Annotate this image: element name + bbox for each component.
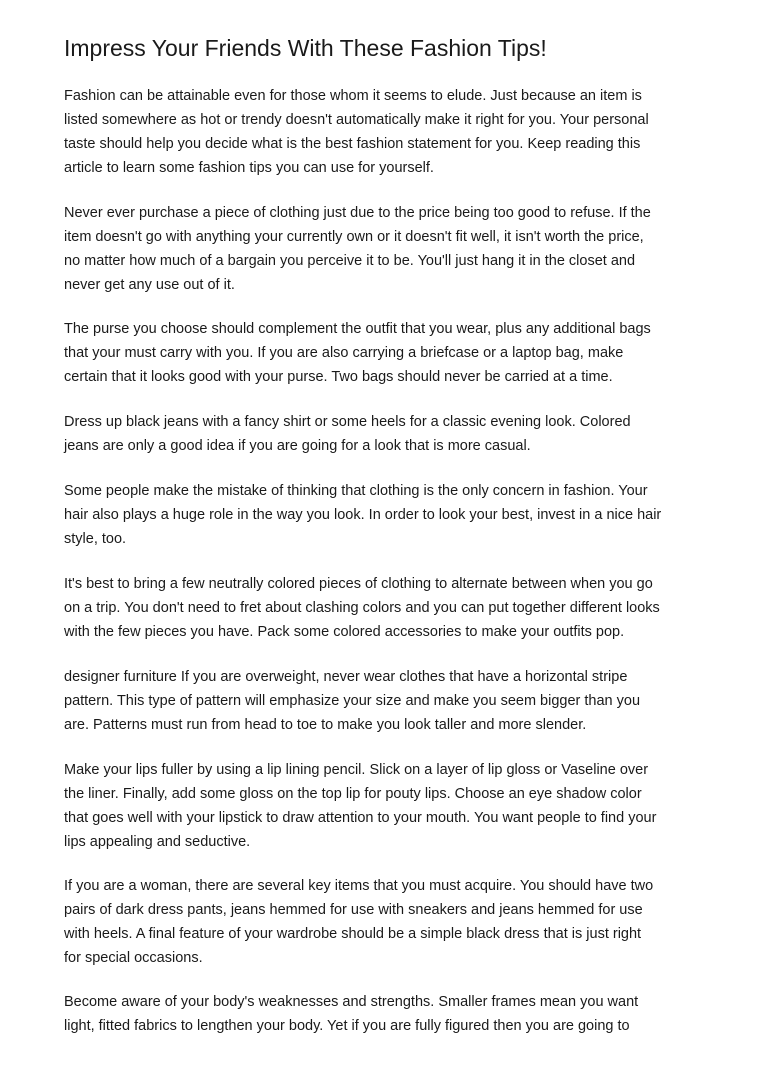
paragraph — [64, 84, 714, 180]
text-line: pattern. This type of pattern will emphasize your size and make you seem bigger than you — [64, 693, 641, 709]
text-line: Never ever purchase a piece of clothing just due to the price being too good to refuse. If the — [64, 205, 651, 221]
paragraph — [64, 874, 714, 970]
text-line: article to learn some fashion tips you can use for yourself. — [64, 160, 434, 176]
paragraph — [64, 572, 714, 644]
text-line: with the few pieces you have. Pack some colored accessories to make your outfits pop. — [64, 624, 625, 640]
paragraph — [64, 990, 714, 1038]
text-line: Dress up black jeans with a fancy shirt or some heels for a classic evening look. Colored — [64, 414, 631, 430]
text-line: are. Patterns must run from head to toe to make you look taller and more slender. — [64, 717, 587, 733]
text-line: hair also plays a huge role in the way you look. In order to look your best, invest in a nice hair — [64, 507, 662, 523]
page-title: Impress Your Friends With These Fashion Tips! — [64, 35, 547, 61]
text-line: for special occasions. — [64, 950, 203, 966]
text-line: listed somewhere as hot or trendy doesn't automatically make it right for you. Your personal — [64, 112, 649, 128]
text-line: pairs of dark dress pants, jeans hemmed for use with sneakers and jeans hemmed for use — [64, 902, 643, 918]
text-line: It's best to bring a few neutrally colored pieces of clothing to alternate between when you go — [64, 576, 653, 592]
paragraph — [64, 665, 714, 737]
paragraph — [64, 479, 714, 551]
text-line: lips appealing and seductive. — [64, 834, 251, 850]
text-line: The purse you choose should complement the outfit that you wear, plus any additional bags — [64, 321, 651, 337]
text-line: designer furniture If you are overweight, never wear clothes that have a horizontal stripe — [64, 669, 628, 685]
text-line: that your must carry with you. If you are also carrying a briefcase or a laptop bag, make — [64, 345, 624, 361]
text-line: style, too. — [64, 531, 127, 547]
text-line: that goes well with your lipstick to draw attention to your mouth. You want people to find your — [64, 810, 657, 826]
paragraph — [64, 410, 714, 458]
text-line: no matter how much of a bargain you perceive it to be. You'll just hang it in the closet and — [64, 253, 636, 269]
text-line: certain that it looks good with your purse. Two bags should never be carried at a time. — [64, 369, 613, 385]
text-line: light, fitted fabrics to lengthen your body. Yet if you are fully figured then you are going to — [64, 1018, 630, 1034]
text-line: Make your lips fuller by using a lip lining pencil. Slick on a layer of lip gloss or Vaseline over — [64, 762, 649, 778]
paragraph — [64, 758, 714, 854]
text-line: on a trip. You don't need to fret about clashing colors and you can put together different looks — [64, 600, 660, 616]
text-line: item doesn't go with anything your currently own or it doesn't fit well, it isn't worth the price, — [64, 229, 644, 245]
paragraph — [64, 317, 714, 389]
text-line: If you are a woman, there are several key items that you must acquire. You should have two — [64, 878, 654, 894]
text-line: jeans are only a good idea if you are going for a look that is more casual. — [64, 438, 531, 454]
text-line: with heels. A final feature of your wardrobe should be a simple black dress that is just right — [64, 926, 642, 942]
text-line: Some people make the mistake of thinking that clothing is the only concern in fashion. Your — [64, 483, 648, 499]
text-line: Become aware of your body's weaknesses and strengths. Smaller frames mean you want — [64, 994, 639, 1010]
text-line: never get any use out of it. — [64, 277, 235, 293]
paragraph — [64, 201, 714, 297]
text-line: Fashion can be attainable even for those whom it seems to elude. Just because an item is — [64, 88, 642, 104]
text-line: taste should help you decide what is the best fashion statement for you. Keep reading this — [64, 136, 641, 152]
text-line: the liner. Finally, add some gloss on the top lip for pouty lips. Choose an eye shadow color — [64, 786, 642, 802]
